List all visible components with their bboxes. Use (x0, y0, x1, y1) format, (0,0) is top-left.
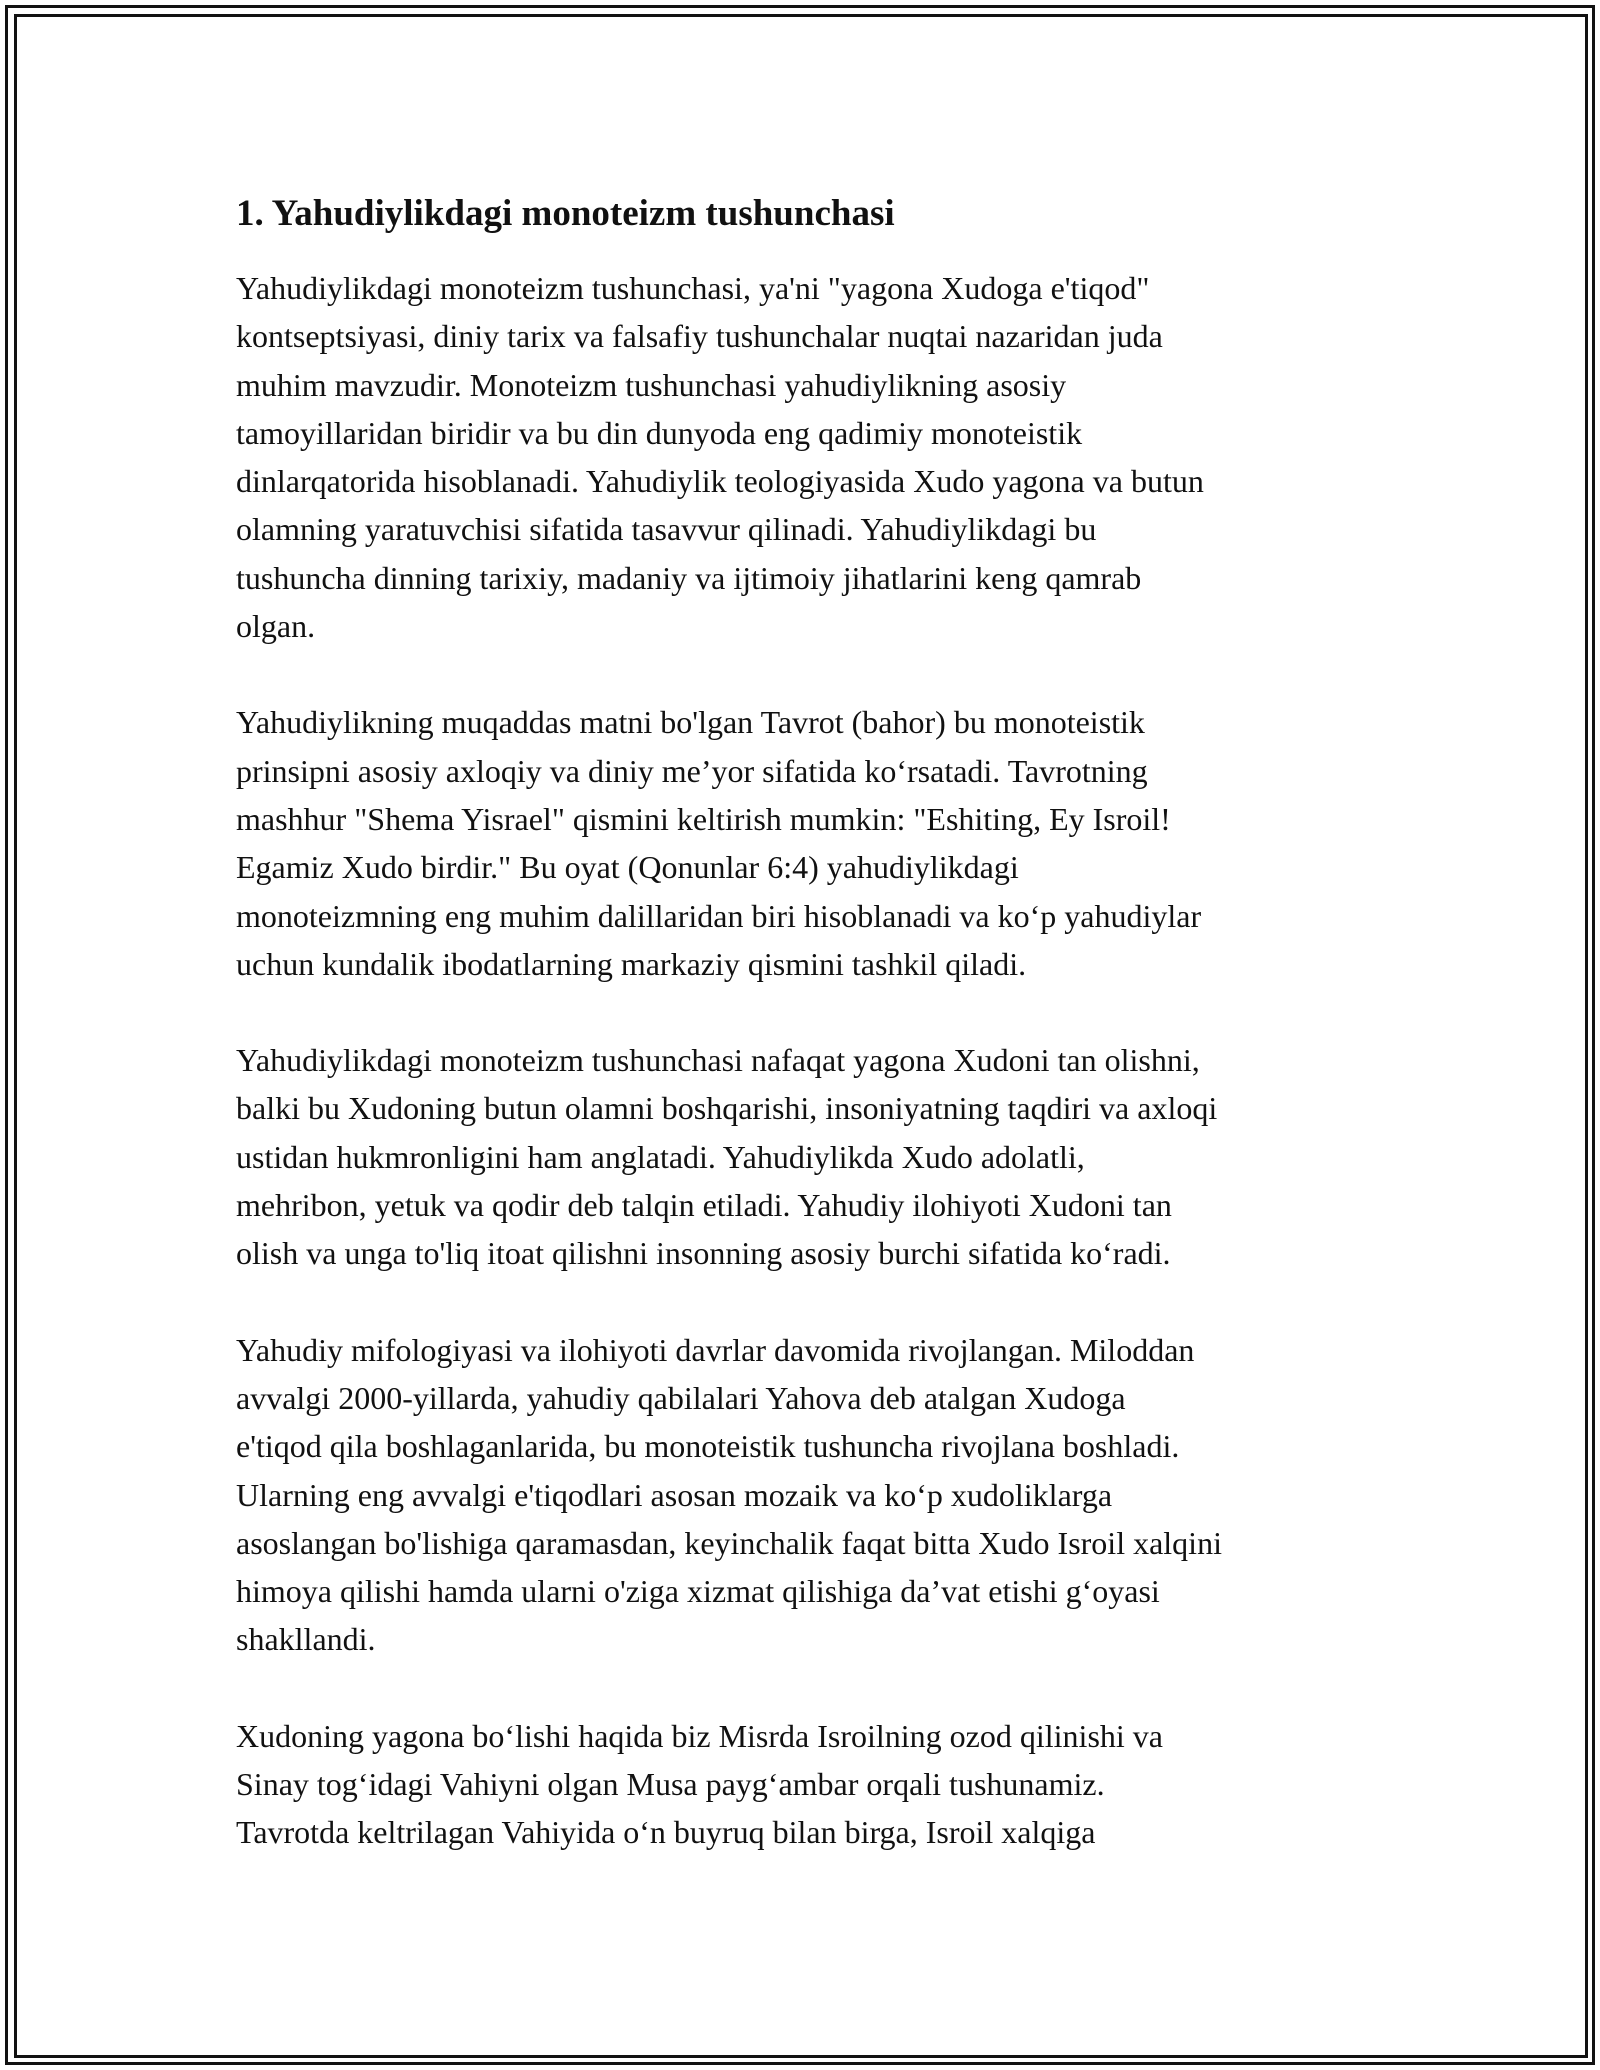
text-line: muhim mavzudir. Monoteizm tushunchasi yahudiylikning asosiy (236, 366, 1067, 403)
text-line: ustidan hukmronligini ham anglatadi. Yahudiylikda Xudo adolatli, (236, 1138, 1085, 1175)
paragraph-2 (236, 698, 1386, 988)
text-line: dinlarqatorida hisoblanadi. Yahudiylik teologiyasida Xudo yagona va butun (236, 463, 1204, 500)
text-line: Egamiz Xudo birdir." Bu oyat (Qonunlar 6:4) yahudiylikdagi (236, 849, 1019, 886)
text-line: mehribon, yetuk va qodir deb talqin etiladi. Yahudiy ilohiyoti Xudoni tan (236, 1187, 1172, 1224)
text-line: olamning yaratuvchisi sifatida tasavvur qilinadi. Yahudiylikdagi bu (236, 511, 1097, 548)
text-line: olish va unga to'liq itoat qilishni insonning asosiy burchi sifatida ko‘radi. (236, 1235, 1171, 1272)
text-line: Yahudiylikdagi monoteizm tushunchasi nafaqat yagona Xudoni tan olishni, (236, 1042, 1200, 1079)
paragraph-1 (236, 264, 1386, 650)
paragraph-3 (236, 1036, 1386, 1277)
text-line: uchun kundalik ibodatlarning markaziy qismini tashkil qiladi. (236, 945, 1027, 982)
text-line: Tavrotda keltrilagan Vahiyida o‘n buyruq bilan birga, Isroil xalqiga (236, 1814, 1096, 1851)
text-line: avvalgi 2000-yillarda, yahudiy qabilalari Yahova deb atalgan Xudoga (236, 1379, 1126, 1416)
text-line: prinsipni asosiy axloqiy va diniy me’yor sifatida ko‘rsatadi. Tavrotning (236, 752, 1148, 789)
paragraph-5 (236, 1712, 1386, 1857)
text-line: monoteizmning eng muhim dalillaridan biri hisoblanadi va ko‘p yahudiylar (236, 897, 1202, 934)
text-line: Xudoning yagona bo‘lishi haqida biz Misrda Isroilning ozod qilinishi va (236, 1717, 1163, 1754)
text-line: asoslangan bo'lishiga qaramasdan, keyinchalik faqat bitta Xudo Isroil xalqini (236, 1524, 1222, 1561)
text-line: e'tiqod qila boshlaganlarida, bu monoteistik tushuncha rivojlana boshladi. (236, 1428, 1180, 1465)
text-line: shakllandi. (236, 1621, 376, 1658)
text-line: Yahudiylikdagi monoteizm tushunchasi, ya'ni "yagona Xudoga e'tiqod" (236, 270, 1150, 306)
section-heading: 1. Yahudiylikdagi monoteizm tushunchasi (236, 193, 895, 234)
document-body (236, 186, 1386, 1905)
text-line: tushuncha dinning tarixiy, madaniy va ijtimoiy jihatlarini keng qamrab (236, 559, 1142, 596)
text-line: Ularning eng avvalgi e'tiqodlari asosan mozaik va ko‘p xudoliklarga (236, 1476, 1113, 1513)
text-line: himoya qilishi hamda ularni o'ziga xizmat qilishiga da’vat etishi g‘oyasi (236, 1573, 1160, 1610)
text-line: balki bu Xudoning butun olamni boshqarishi, insoniyatning taqdiri va axloqi (236, 1090, 1218, 1127)
paragraph-4 (236, 1326, 1386, 1664)
text-line: Yahudiy mifologiyasi va ilohiyoti davrlar davomida rivojlangan. Miloddan (236, 1331, 1195, 1368)
text-line: Sinay tog‘idagi Vahiyni olgan Musa payg‘ambar orqali tushunamiz. (236, 1766, 1105, 1803)
text-line: olgan. (236, 608, 316, 645)
text-line: kontseptsiyasi, diniy tarix va falsafiy tushunchalar nuqtai nazaridan juda (236, 318, 1163, 355)
text-line: tamoyillaridan biridir va bu din dunyoda eng qadimiy monoteistik (236, 414, 1083, 451)
text-line: Yahudiylikning muqaddas matni bo'lgan Tavrot (bahor) bu monoteistik (236, 704, 1145, 741)
text-line: mashhur "Shema Yisrael" qismini keltirish mumkin: "Eshiting, Ey Isroil! (236, 800, 1171, 837)
